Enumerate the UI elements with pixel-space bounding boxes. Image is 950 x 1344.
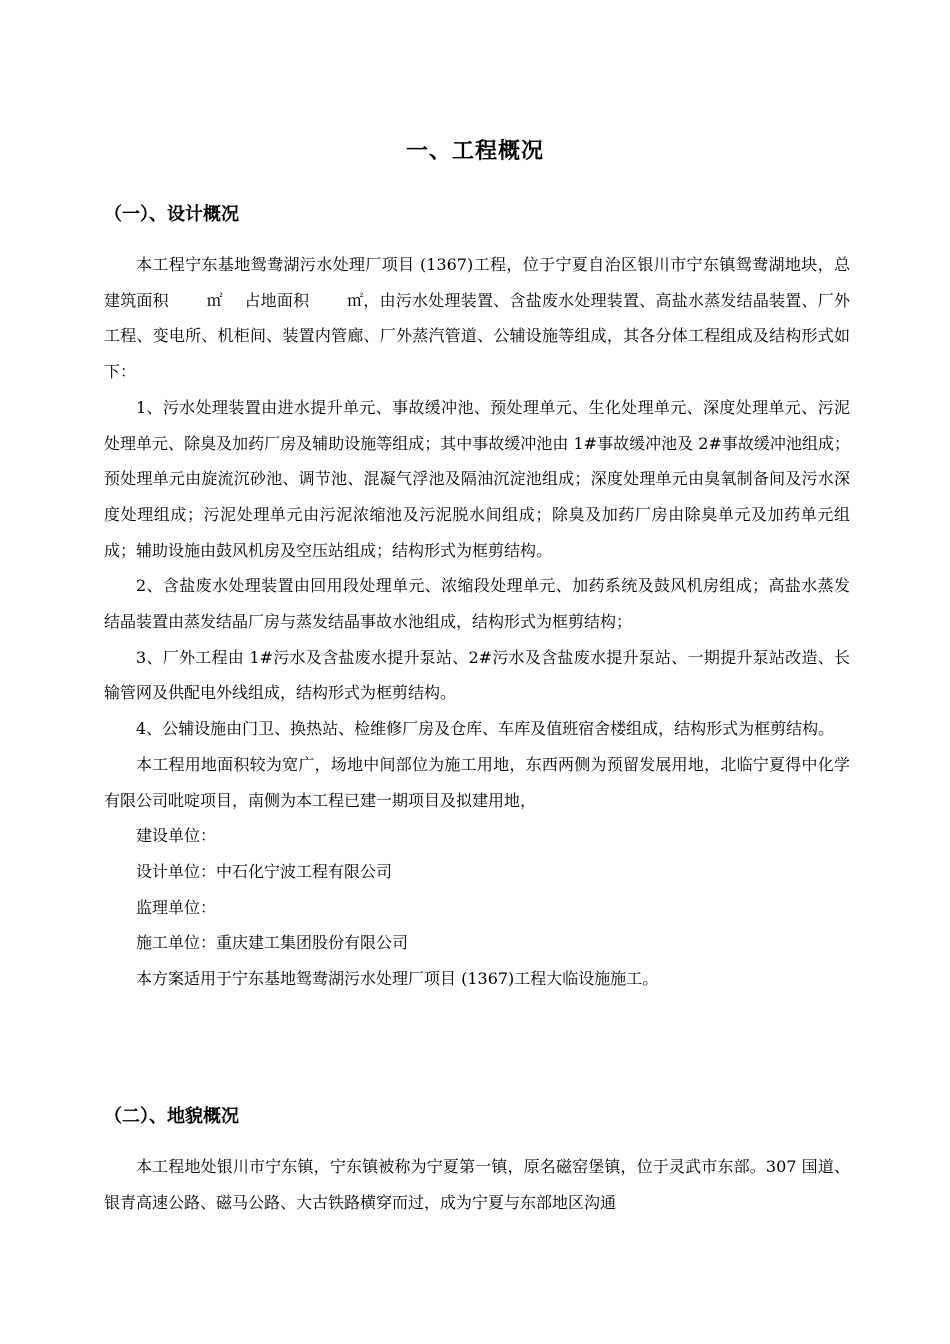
paragraph: 4、公辅设施由门卫、换热站、检维修厂房及仓库、车库及值班宿舍楼组成，结构形式为框剪结构。 bbox=[136, 719, 835, 739]
paragraph: 3、厂外工程由 1#污水及含盐废水提升泵站、2#污水及含盐废水提升泵站、一期提升泵站改造、长输管网及供配电外线组成，结构形式为框剪结构。 bbox=[104, 647, 850, 703]
section-heading-design: （一）、设计概况 bbox=[104, 204, 239, 225]
paragraph: 本工程用地面积较为宽广，场地中间部位为施工用地，东西两侧为预留发展用地，北临宁夏得中化学有限公司吡啶项目，南侧为本工程已建一期项目及拟建用地， bbox=[104, 754, 850, 810]
paragraph: 施工单位：重庆建工集团股份有限公司 bbox=[136, 933, 409, 953]
paragraph: 设计单位：中石化宁波工程有限公司 bbox=[136, 861, 393, 881]
section-heading-terrain: （二）、地貌概况 bbox=[104, 1106, 239, 1127]
paragraph: 监理单位： bbox=[136, 897, 217, 917]
section-body-design bbox=[104, 247, 850, 997]
document-title: 一、工程概况 bbox=[405, 139, 544, 164]
paragraph: 本方案适用于宁东基地鸳鸯湖污水处理厂项目 (1367)工程大临设施施工。 bbox=[136, 969, 659, 989]
paragraph: 建设单位： bbox=[136, 826, 217, 846]
paragraph: 本工程宁东基地鸳鸯湖污水处理厂项目 (1367)工程，位于宁夏自治区银川市宁东镇鸳鸯湖地块，总建筑面积 ㎡ 占地面积 ㎡，由污水处理装置、含盐废水处理装置、高盐水蒸发结晶装置、厂外工程、变电所、机柜间、装置内管廊、厂外蒸汽管道、公辅设施等组成，其各分体工程组成及结构形式如下： bbox=[104, 255, 850, 382]
section-body-terrain bbox=[104, 1149, 850, 1220]
paragraph: 2、含盐废水处理装置由回用段处理单元、浓缩段处理单元、加药系统及鼓风机房组成；高盐水蒸发结晶装置由蒸发结晶厂房与蒸发结晶事故水池组成，结构形式为框剪结构； bbox=[104, 576, 850, 632]
paragraph: 1、污水处理装置由进水提升单元、事故缓冲池、预处理单元、生化处理单元、深度处理单元、污泥处理单元、除臭及加药厂房及辅助设施等组成；其中事故缓冲池由 1#事故缓冲池及 2#事故缓冲池组成；预处理单元由旋流沉砂池、调节池、混凝气浮池及隔油沉淀池组成；深度处理单元由臭氧制备间及污水深度处理组成；污泥处理单元由污泥浓缩池及污泥脱水间组成；除臭及加药厂房由除臭单元及加药单元组成；辅助设施由鼓风机房及空压站组成；结构形式为框剪结构。 bbox=[104, 397, 850, 560]
paragraph: 本工程地处银川市宁东镇，宁东镇被称为宁夏第一镇，原名磁窑堡镇，位于灵武市东部。307 国道、银青高速公路、磁马公路、大古铁路横穿而过，成为宁夏与东部地区沟通 bbox=[104, 1157, 850, 1212]
